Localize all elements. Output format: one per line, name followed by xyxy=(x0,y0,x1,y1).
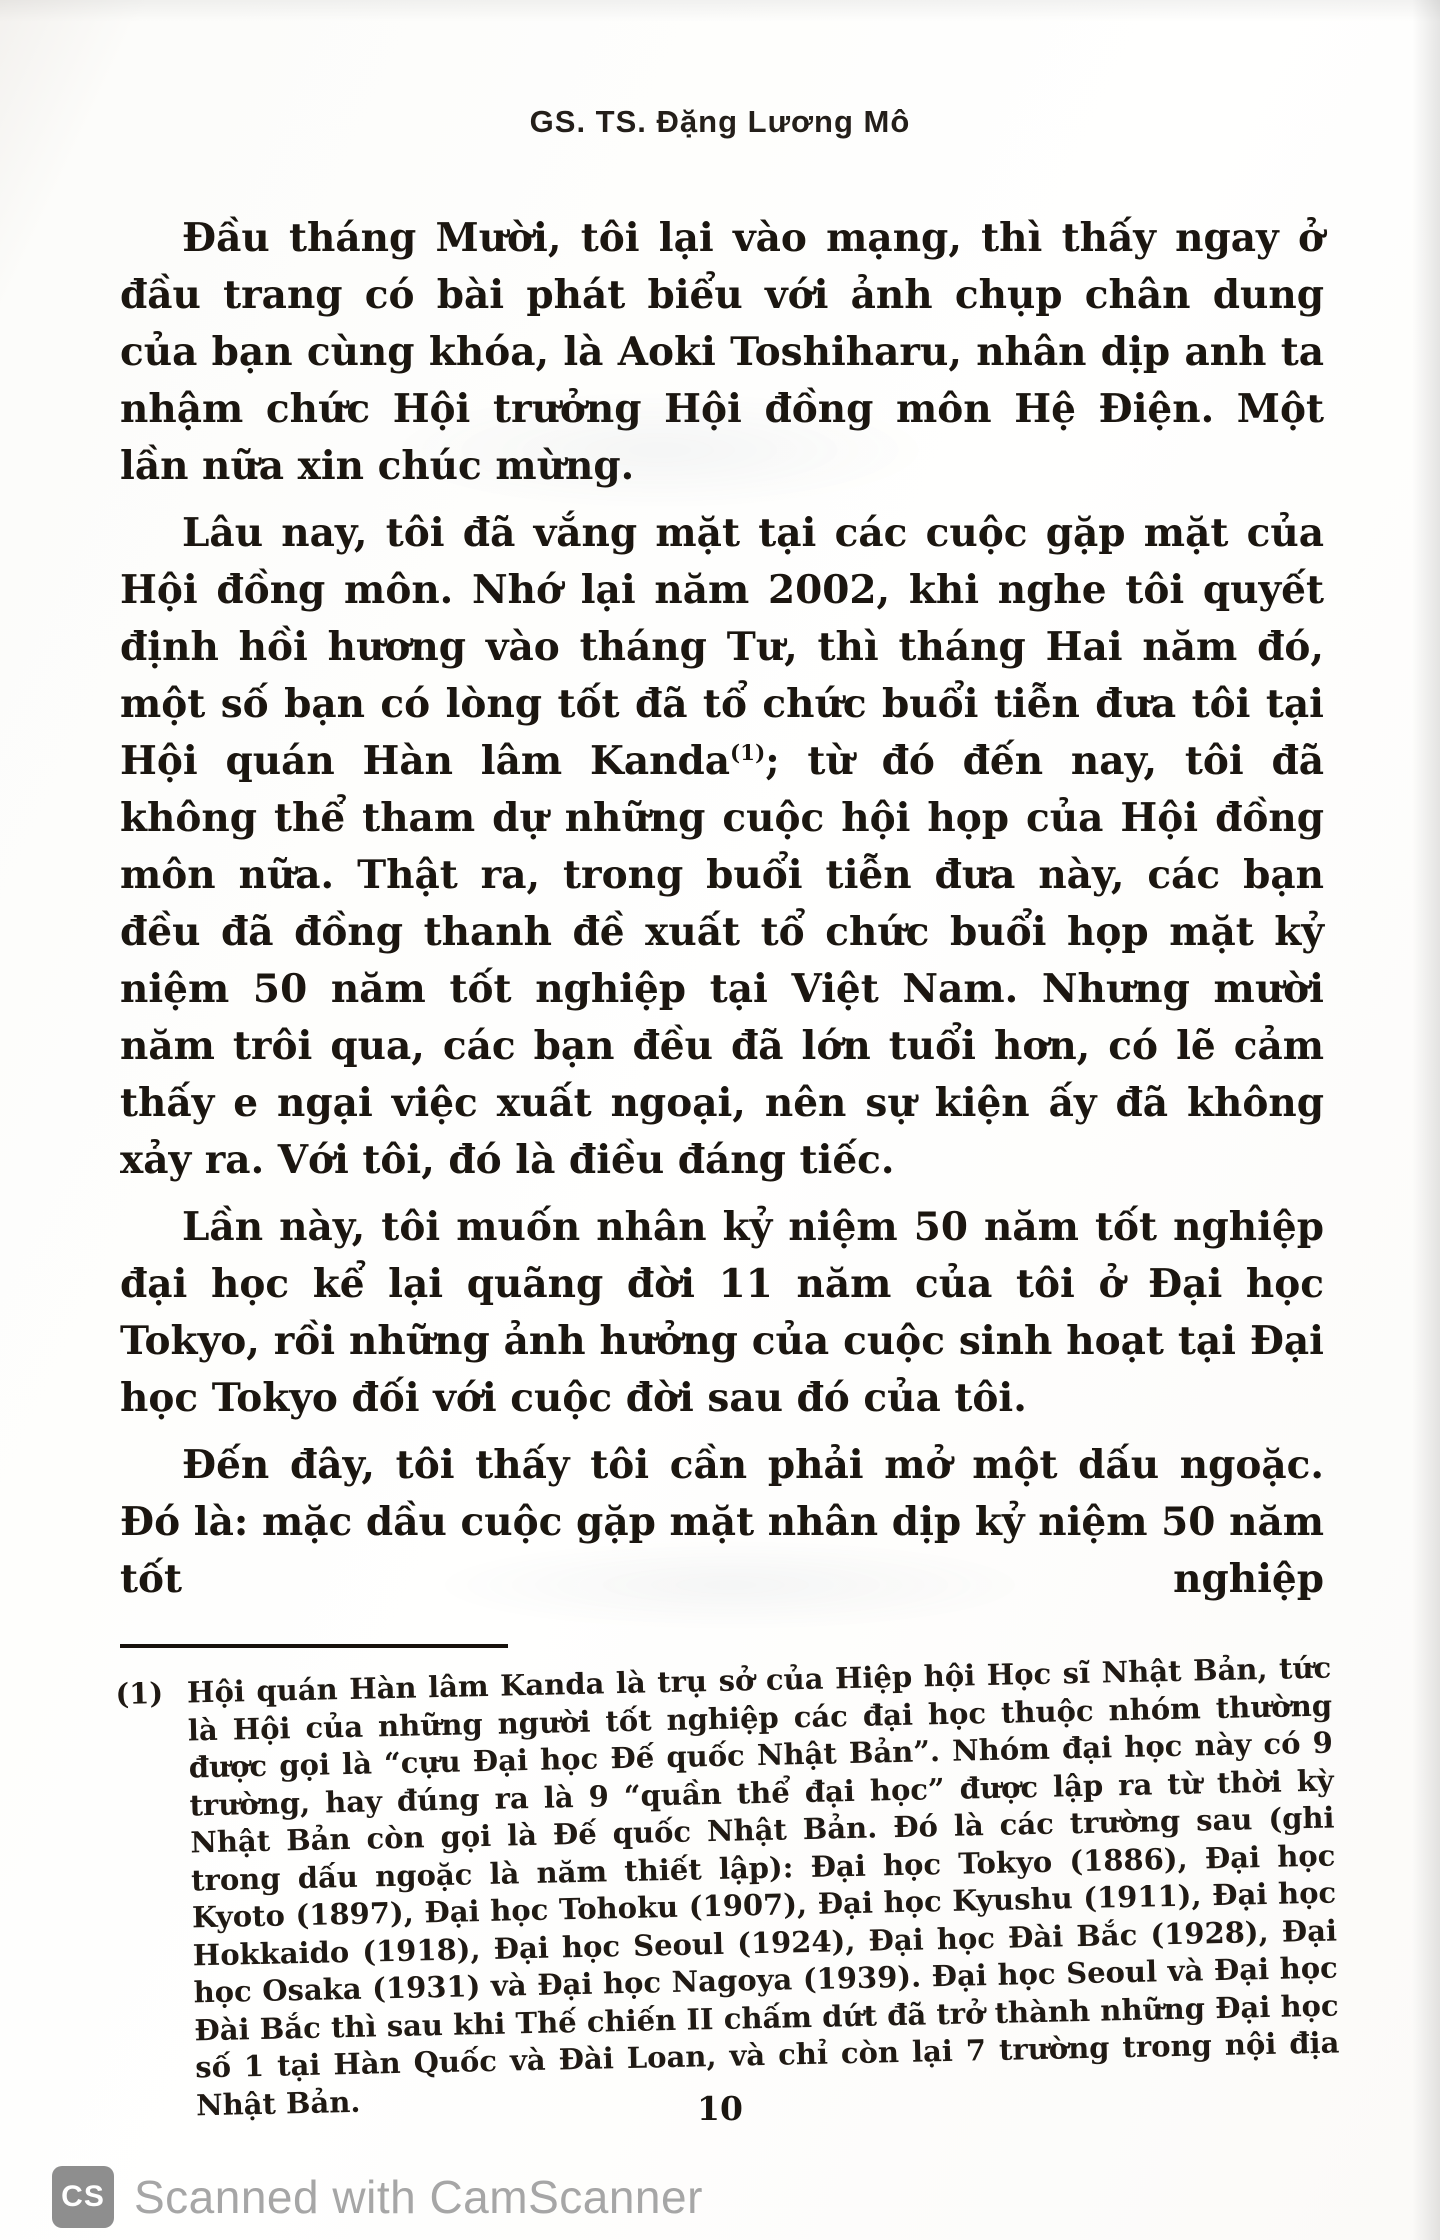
paragraph-2-text: ; từ đó đến nay, tôi đã không thể tham dự những cuộc hội họp của Hội đồng môn nữa. Thật ra, trong buổi tiễn đưa này, các bạn đều đã đồng thanh đề xuất tổ chức buổi họp mặt kỷ niệm 50 năm tốt nghiệp tại Việt Nam. Nhưng mười năm trôi qua, các bạn đều đã lớn tuổi hơn, có lẽ cảm thấy e ngại việc xuất ngoại, nên sự kiện ấy đã không xảy ra. Với tôi, đó là điều đáng tiếc. xyxy=(120,738,1325,1183)
camscanner-logo-icon: CS xyxy=(52,2166,114,2228)
scan-shadow-right xyxy=(1412,0,1440,2240)
footnote xyxy=(115,1650,1341,2126)
footnote-reference-1: (1) xyxy=(730,741,766,766)
scan-shadow-top xyxy=(0,0,1440,22)
footnote-separator-rule xyxy=(120,1644,508,1648)
footnote-marker: (1) xyxy=(115,1676,164,1712)
camscanner-watermark xyxy=(52,2166,703,2228)
paragraph-3: Lần này, tôi muốn nhân kỷ niệm 50 năm tốt nghiệp đại học kể lại quãng đời 11 năm của tôi ở Đại học Tokyo, rồi những ảnh hưởng của cuộc sinh hoạt tại Đại học Tokyo đối với cuộc đời sau đó của tôi. xyxy=(120,1204,1324,1421)
camscanner-watermark-text: Scanned with CamScanner xyxy=(134,2171,703,2223)
paragraph-2 xyxy=(120,505,1324,1189)
page-number: 10 xyxy=(697,2089,743,2128)
paragraph-2-text: Lâu nay, tôi đã vắng mặt tại các cuộc gặp mặt của Hội đồng môn. Nhớ lại năm 2002, khi nghe tôi quyết định hồi hương vào tháng Tư, thì tháng Hai năm đó, một số bạn có lòng tốt đã tổ chức buổi tiễn đưa tôi tại Hội quán Hàn lâm Kanda xyxy=(120,510,1324,784)
running-header-author: GS. TS. Đặng Lương Mô xyxy=(529,104,911,139)
paragraph-1: Đầu tháng Mười, tôi lại vào mạng, thì thấy ngay ở đầu trang có bài phát biểu với ảnh chụp chân dung của bạn cùng khóa, là Aoki Toshiharu, nhân dịp anh ta nhậm chức Hội trưởng Hội đồng môn Hệ Điện. Một lần nữa xin chúc mừng. xyxy=(120,215,1324,489)
footnote-text: Hội quán Hàn lâm Kanda là trụ sở của Hiệp hội Học sĩ Nhật Bản, tức là Hội của những người tốt nghiệp các đại học thuộc nhóm thường được gọi là “cựu Đại học Đế quốc Nhật Bản”. Nhóm đại học này có 9 trường, hay đúng ra là 9 “quần thể đại học” được lập ra từ thời kỳ Nhật Bản còn gọi là Đế quốc Nhật Bản. Đó là các trường sau (ghi trong dấu ngoặc là năm thiết lập): Đại học Tokyo (1886), Đại học Kyoto (1897), Đại học Tohoku (1907), Đại học Kyushu (1911), Đại học Hokkaido (1918), Đại học Seoul (1924), Đại học Đài Bắc (1928), Đại học Osaka (1931) và Đại học Nagoya (1939). Đại học Seoul và Đại học Đài Bắc thì sau khi Thế chiến II chấm dứt đã trở thành những Đại học số 1 tại Hàn Quốc và Đài Loan, và chỉ còn lại 7 trường trong nội địa Nhật Bản. xyxy=(186,1650,1340,2122)
paragraph-4: Đến đây, tôi thấy tôi cần phải mở một dấu ngoặc. Đó là: mặc dầu cuộc gặp mặt nhân dịp kỷ niệm 50 năm tốt nghiệp xyxy=(120,1442,1324,1602)
body-text xyxy=(120,210,1324,1608)
